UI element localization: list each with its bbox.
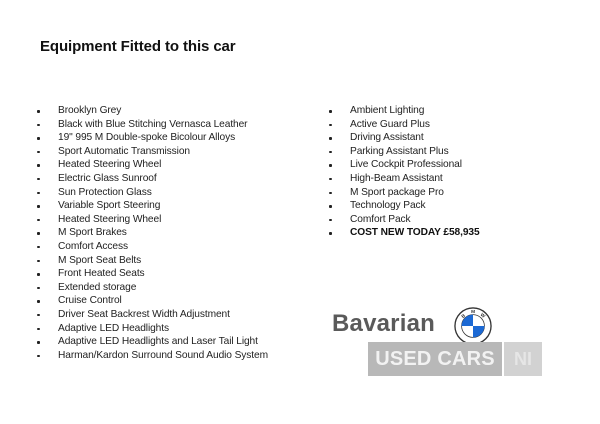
- bullet-icon: [37, 124, 40, 127]
- equipment-list-right: [328, 104, 480, 240]
- list-item: M Sport Seat Belts: [36, 254, 268, 268]
- list-item: Brooklyn Grey: [36, 104, 268, 118]
- list-item: Variable Sport Steering: [36, 199, 268, 213]
- bullet-icon: [37, 328, 40, 331]
- bullet-icon: [37, 219, 40, 222]
- list-item: Extended storage: [36, 281, 268, 295]
- list-item: High-Beam Assistant: [328, 172, 480, 186]
- list-item: Adaptive LED Headlights and Laser Tail Light: [36, 335, 268, 349]
- bullet-icon: [329, 178, 332, 181]
- list-item: Technology Pack: [328, 199, 480, 213]
- bullet-icon: [37, 178, 40, 181]
- bullet-icon: [329, 205, 332, 208]
- bullet-icon: [329, 219, 332, 222]
- bullet-icon: [329, 192, 332, 195]
- list-item: Parking Assistant Plus: [328, 145, 480, 159]
- list-item: Heated Steering Wheel: [36, 213, 268, 227]
- list-item: Live Cockpit Professional: [328, 158, 480, 172]
- bullet-icon: [37, 287, 40, 290]
- bullet-icon: [329, 151, 332, 154]
- svg-text:M: M: [471, 309, 476, 315]
- dealer-logo: [332, 306, 544, 378]
- list-item: Cruise Control: [36, 294, 268, 308]
- list-item: 19" 995 M Double-spoke Bicolour Alloys: [36, 131, 268, 145]
- list-item: Comfort Pack: [328, 213, 480, 227]
- bullet-icon: [37, 137, 40, 140]
- bullet-icon: [37, 273, 40, 276]
- page-title: Equipment Fitted to this car: [40, 38, 236, 55]
- svg-text:W: W: [478, 312, 486, 320]
- bullet-icon: [329, 110, 332, 113]
- bullet-icon: [37, 341, 40, 344]
- bullet-icon: [329, 124, 332, 127]
- list-item: Driving Assistant: [328, 131, 480, 145]
- list-item: M Sport package Pro: [328, 186, 480, 200]
- list-item: Heated Steering Wheel: [36, 158, 268, 172]
- bullet-icon: [329, 137, 332, 140]
- bullet-icon: [37, 260, 40, 263]
- list-item: Driver Seat Backrest Width Adjustment: [36, 308, 268, 322]
- list-item: Black with Blue Stitching Vernasca Leather: [36, 118, 268, 132]
- list-item: Active Guard Plus: [328, 118, 480, 132]
- bullet-icon: [37, 246, 40, 249]
- bullet-icon: [37, 355, 40, 358]
- bullet-icon: [37, 151, 40, 154]
- list-item: Adaptive LED Headlights: [36, 322, 268, 336]
- bullet-icon: [37, 205, 40, 208]
- bmw-roundel-icon: [454, 307, 492, 345]
- svg-text:B: B: [461, 313, 467, 320]
- list-item: Sun Protection Glass: [36, 186, 268, 200]
- bullet-icon: [37, 164, 40, 167]
- bullet-icon: [37, 110, 40, 113]
- list-item: Harman/Kardon Surround Sound Audio System: [36, 349, 268, 363]
- bullet-icon: [37, 300, 40, 303]
- used-cars-badge: USED CARS: [368, 342, 502, 376]
- list-item: Ambient Lighting: [328, 104, 480, 118]
- list-item: Sport Automatic Transmission: [36, 145, 268, 159]
- bullet-icon: [37, 314, 40, 317]
- bullet-icon: [329, 164, 332, 167]
- list-item: M Sport Brakes: [36, 226, 268, 240]
- cost-new-item: COST NEW TODAY £58,935: [328, 226, 480, 240]
- bullet-icon: [329, 232, 332, 235]
- equipment-list-left: [36, 104, 268, 362]
- bullet-icon: [37, 232, 40, 235]
- region-badge: NI: [504, 342, 542, 376]
- list-item: Front Heated Seats: [36, 267, 268, 281]
- list-item: Comfort Access: [36, 240, 268, 254]
- list-item: Electric Glass Sunroof: [36, 172, 268, 186]
- logo-brand-text: Bavarian: [332, 310, 435, 337]
- bullet-icon: [37, 192, 40, 195]
